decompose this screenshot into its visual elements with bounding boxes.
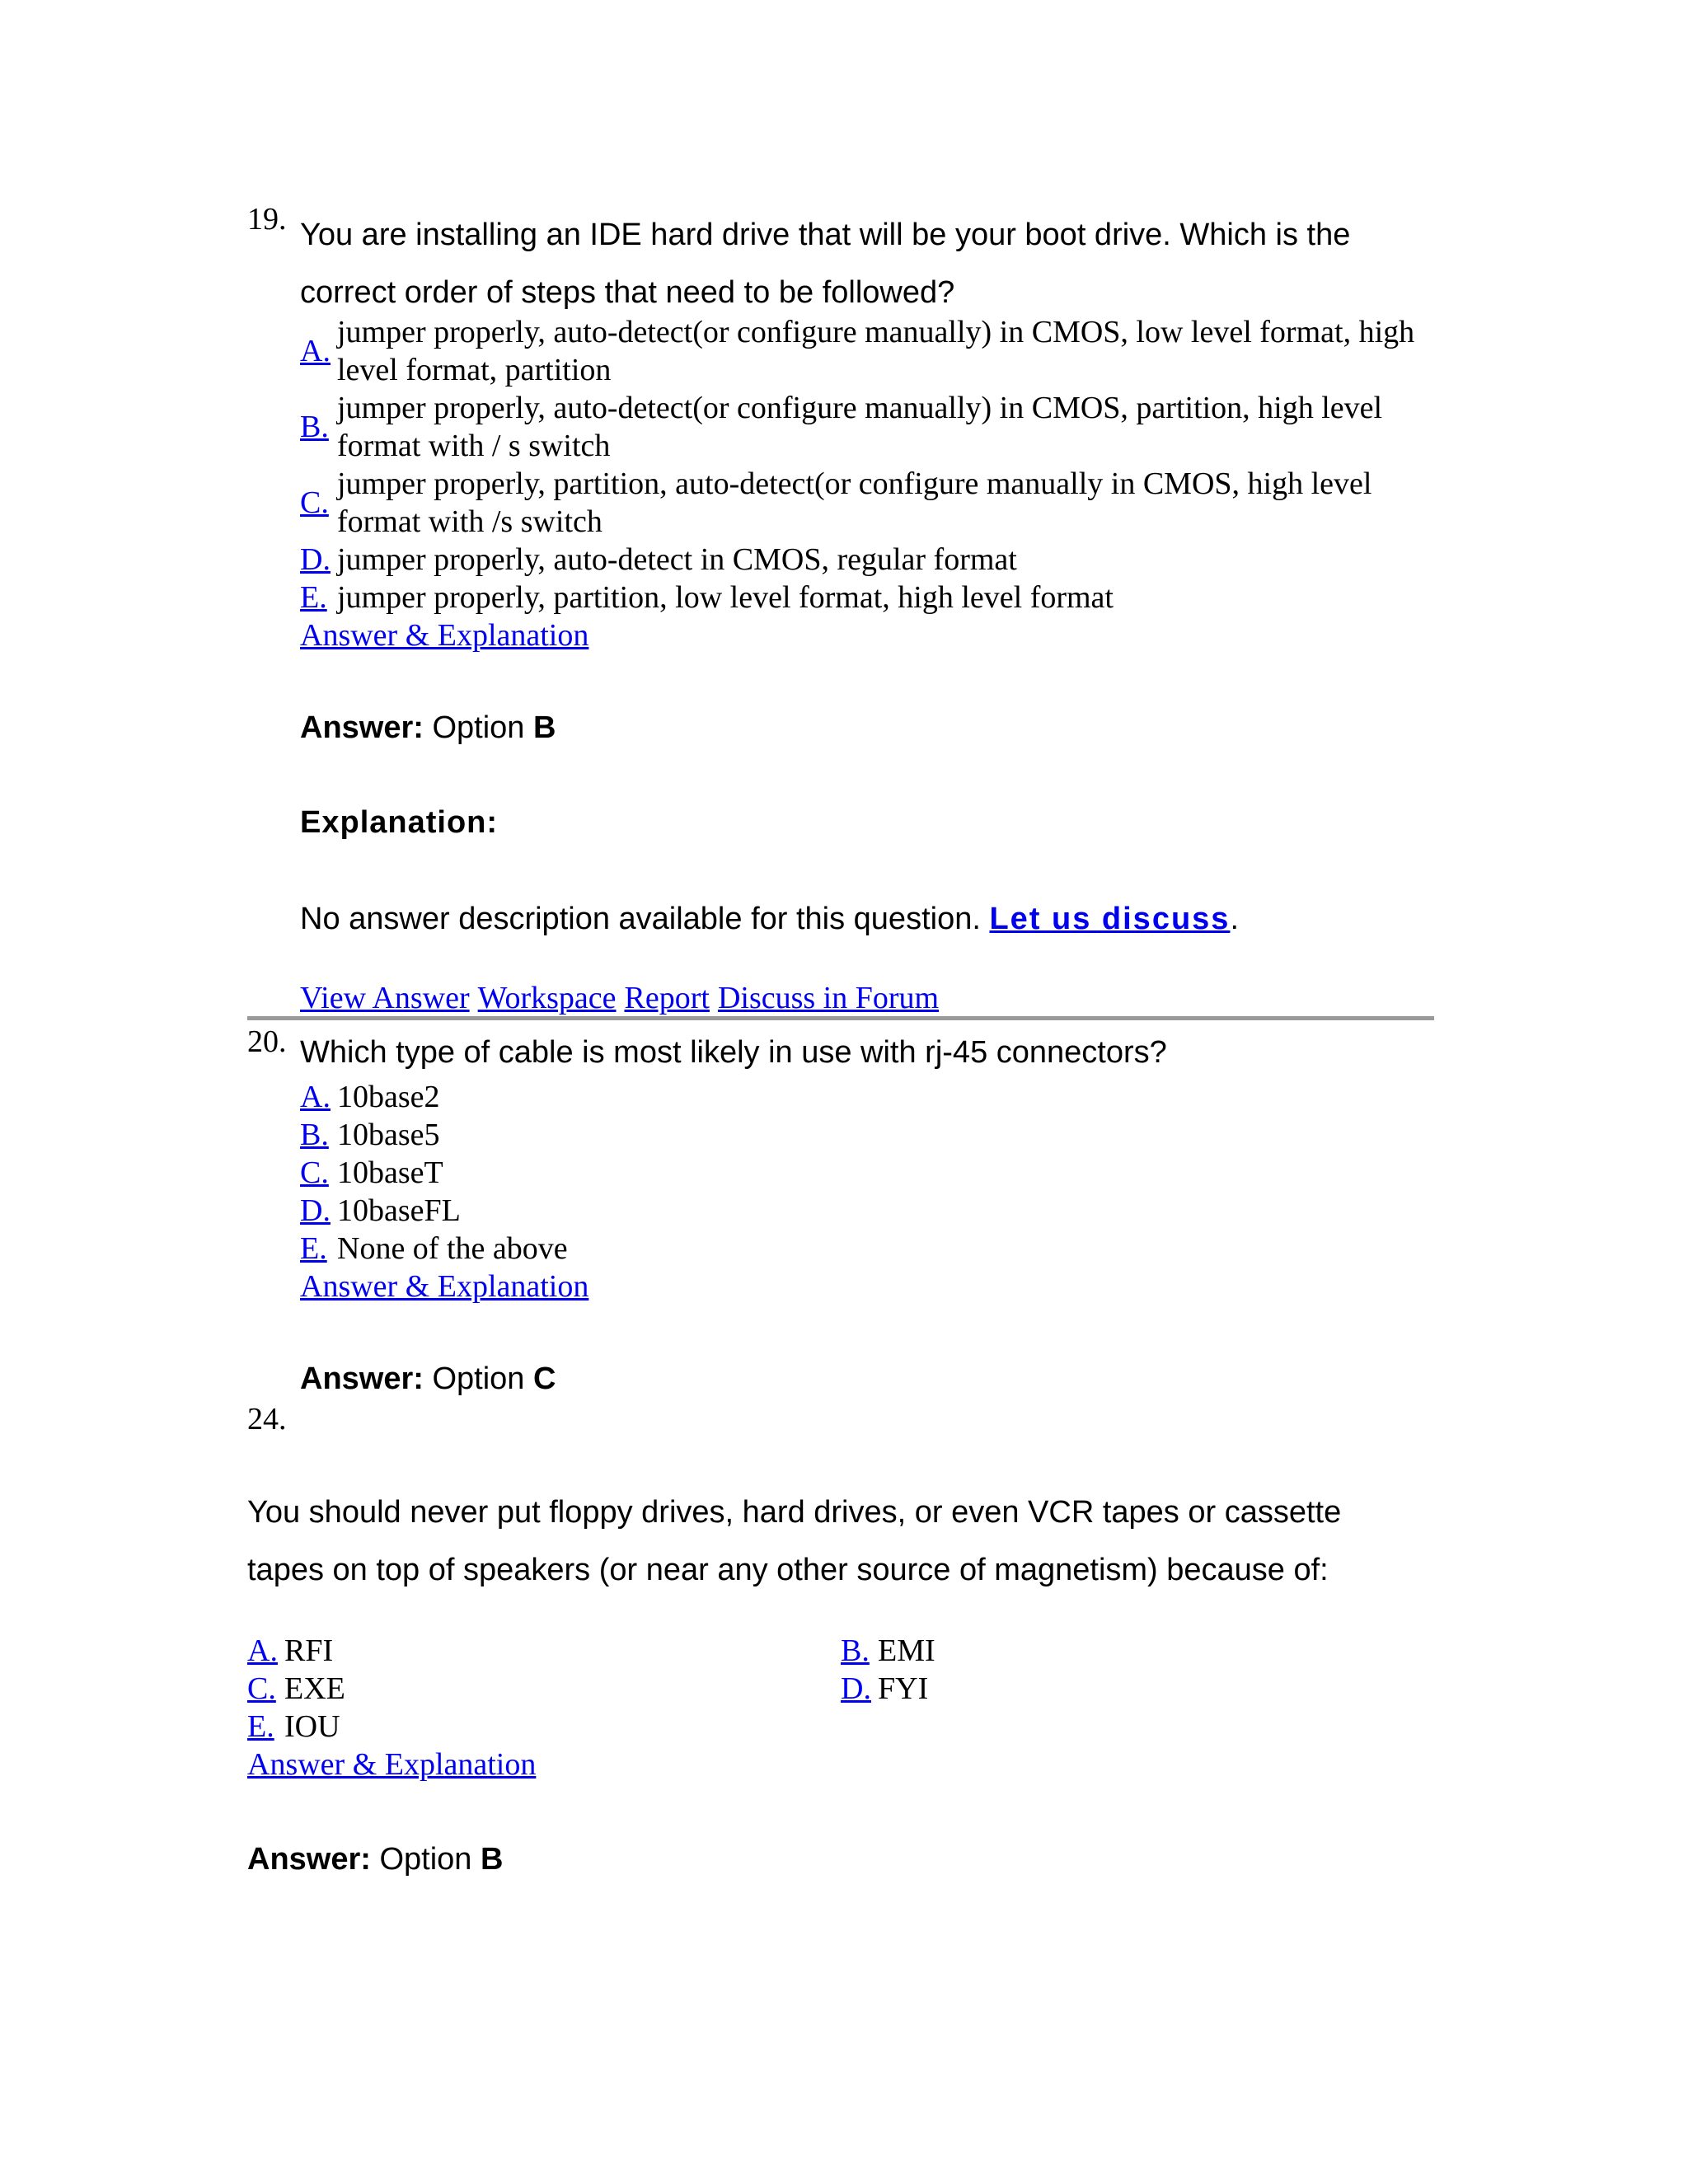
answer-line <box>300 709 556 747</box>
options-list <box>300 313 1446 654</box>
option-c-text: jumper properly, partition, auto-detect(or configure manually in CMOS, high level format with /s switch <box>337 466 1372 539</box>
option-d <box>300 541 1446 579</box>
option-b-link[interactable]: B. <box>300 1118 329 1152</box>
view-answer-link[interactable]: View Answer <box>300 981 470 1015</box>
answer-prefix: Option <box>379 1842 472 1877</box>
option-a-link[interactable]: A. <box>300 1080 331 1114</box>
discuss-in-forum-link[interactable]: Discuss in Forum <box>717 981 940 1015</box>
option-d-link[interactable]: D. <box>300 542 331 577</box>
answer-label: Answer: <box>247 1842 371 1877</box>
let-us-discuss-link[interactable]: Let us discuss <box>989 902 1231 936</box>
option-e-link[interactable]: E. <box>300 1231 327 1266</box>
option-c <box>300 465 1446 541</box>
answer-explanation-link[interactable]: Answer & Explanation <box>247 1747 537 1782</box>
option-d-text: FYI <box>878 1671 929 1706</box>
option-b-link[interactable]: B. <box>300 410 329 444</box>
option-e <box>247 1708 841 1746</box>
answer-prefix: Option <box>432 1361 525 1396</box>
workspace-link[interactable]: Workspace <box>477 981 617 1015</box>
answer-prefix: Option <box>432 710 525 745</box>
option-b <box>300 389 1446 465</box>
option-a-link[interactable]: A. <box>300 334 331 368</box>
options-list <box>300 1078 1446 1305</box>
report-link[interactable]: Report <box>624 981 710 1015</box>
answer-explanation-link[interactable]: Answer & Explanation <box>300 618 589 653</box>
answer-value: B <box>481 1842 504 1877</box>
option-a <box>300 1078 1446 1116</box>
option-c-link[interactable]: C. <box>300 485 329 520</box>
option-b <box>841 1632 1434 1670</box>
option-e <box>300 1230 1446 1268</box>
question-text: You should never put floppy drives, hard drives, or even VCR tapes or cassette tapes on top of speakers (or near any other source of magnetism) because of: <box>247 1495 1342 1587</box>
option-a-text: 10base2 <box>337 1080 440 1114</box>
answer-value: C <box>533 1361 556 1396</box>
option-b-text: jumper properly, auto-detect(or configure manually) in CMOS, partition, high level format with / s switch <box>337 391 1383 463</box>
option-e-link[interactable]: E. <box>300 580 327 615</box>
explanation-period: . <box>1230 902 1239 936</box>
option-b <box>300 1116 1446 1154</box>
option-c <box>300 1154 1446 1192</box>
option-b-link[interactable]: B. <box>841 1633 870 1668</box>
option-e-text: None of the above <box>337 1231 568 1266</box>
option-e <box>300 579 1446 616</box>
question-actions <box>300 979 947 1017</box>
options-row <box>247 1708 1434 1746</box>
question-text: You are installing an IDE hard drive that will be your boot drive. Which is the correct order of steps that need to be followed? <box>300 218 1351 310</box>
answer-label: Answer: <box>300 710 424 745</box>
question-number: 20. <box>247 1024 287 1059</box>
option-d <box>300 1192 1446 1230</box>
divider <box>247 1016 1434 1020</box>
option-e-link[interactable]: E. <box>247 1709 274 1744</box>
option-a <box>247 1632 841 1670</box>
option-c <box>247 1670 841 1708</box>
explanation-text <box>300 900 1239 938</box>
question-number: 24. <box>247 1402 287 1436</box>
option-b-text: 10base5 <box>337 1118 440 1152</box>
question-number: 19. <box>247 202 287 237</box>
options-row <box>247 1670 1434 1708</box>
option-a-text: jumper properly, auto-detect(or configure manually) in CMOS, low level format, high level format, partition <box>337 315 1415 387</box>
option-c-link[interactable]: C. <box>300 1155 329 1190</box>
option-d-text: jumper properly, auto-detect in CMOS, regular format <box>337 542 1017 577</box>
option-a-text: RFI <box>284 1633 334 1668</box>
answer-value: B <box>533 710 556 745</box>
option-d-link[interactable]: D. <box>300 1193 331 1228</box>
option-c-text: EXE <box>284 1671 345 1706</box>
explanation-body: No answer description available for this question. <box>300 902 981 936</box>
options-row <box>247 1632 1434 1670</box>
explanation-label: Explanation: <box>300 805 499 840</box>
answer-explanation-link[interactable]: Answer & Explanation <box>300 1269 589 1304</box>
options-grid <box>247 1632 1434 1783</box>
option-b-text: EMI <box>878 1633 935 1668</box>
option-d-link[interactable]: D. <box>841 1671 871 1706</box>
option-c-link[interactable]: C. <box>247 1671 276 1706</box>
answer-line <box>247 1840 503 1878</box>
question-text: Which type of cable is most likely in use with rj-45 connectors? <box>300 1035 1167 1070</box>
option-a <box>300 313 1446 389</box>
option-e-text: IOU <box>284 1709 340 1744</box>
option-d <box>841 1670 1434 1708</box>
option-a-link[interactable]: A. <box>247 1633 278 1668</box>
option-d-text: 10baseFL <box>337 1193 461 1228</box>
option-c-text: 10baseT <box>337 1155 443 1190</box>
answer-label: Answer: <box>300 1361 424 1396</box>
answer-line <box>300 1360 556 1398</box>
option-e-text: jumper properly, partition, low level format, high level format <box>337 580 1114 615</box>
